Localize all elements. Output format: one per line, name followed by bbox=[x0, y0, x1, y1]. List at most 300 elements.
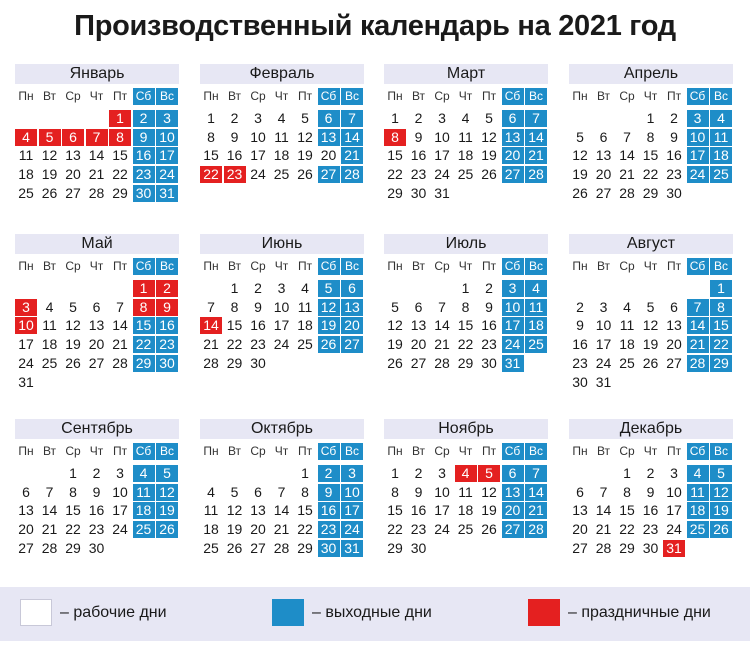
weekday-label: Пт bbox=[481, 89, 497, 103]
day-cell: 29 bbox=[387, 539, 403, 556]
day-cell: 20 bbox=[320, 147, 337, 164]
day-cell: 15 bbox=[203, 147, 219, 164]
weekday-label: Ср bbox=[250, 89, 266, 103]
day-cell: 26 bbox=[710, 521, 732, 538]
day-cell: 30 bbox=[318, 540, 340, 557]
day-cell: 14 bbox=[341, 129, 363, 146]
weekday-label: Чт bbox=[89, 259, 104, 273]
day-cell: 2 bbox=[318, 465, 340, 482]
day-cell: 22 bbox=[297, 521, 313, 538]
day-cell: 7 bbox=[525, 465, 547, 482]
day-cell: 10 bbox=[666, 483, 682, 500]
day-cell: 8 bbox=[301, 483, 309, 500]
day-cell: 13 bbox=[65, 147, 81, 164]
day-cell: 18 bbox=[619, 336, 635, 353]
day-cell: 17 bbox=[156, 147, 178, 164]
day-cell: 21 bbox=[525, 147, 547, 164]
day-cell: 16 bbox=[250, 317, 266, 334]
weekday-label: Пн bbox=[18, 444, 34, 458]
legend-weekend-label: – выходные дни bbox=[312, 604, 432, 621]
weekday-label: Ср bbox=[434, 444, 450, 458]
month-4 bbox=[569, 64, 733, 229]
weekday-label: Чт bbox=[643, 89, 658, 103]
day-cell: 13 bbox=[410, 317, 427, 334]
day-cell: 23 bbox=[224, 166, 246, 183]
day-cell: 9 bbox=[156, 299, 178, 316]
day-cell: 26 bbox=[156, 521, 178, 538]
day-cell: 4 bbox=[455, 465, 477, 482]
weekday-label: Пн bbox=[203, 89, 219, 103]
day-cell: 9 bbox=[670, 128, 678, 145]
weekday-label: Вс bbox=[341, 443, 363, 460]
day-cell: 23 bbox=[318, 521, 340, 538]
day-cell: 6 bbox=[670, 298, 678, 315]
month-12 bbox=[569, 419, 733, 584]
weekday-label: Ср bbox=[434, 259, 450, 273]
day-cell: 14 bbox=[595, 502, 612, 519]
day-cell: 29 bbox=[112, 184, 128, 201]
day-cell: 1 bbox=[623, 465, 631, 481]
day-cell: 19 bbox=[481, 147, 497, 164]
day-cell: 24 bbox=[112, 521, 128, 538]
day-cell: 11 bbox=[458, 483, 473, 500]
legend-holiday-label: – праздничные дни bbox=[568, 604, 711, 621]
month-6 bbox=[200, 234, 364, 399]
day-cell: 12 bbox=[156, 484, 178, 501]
day-cell: 17 bbox=[595, 336, 612, 353]
day-cell: 15 bbox=[133, 317, 155, 334]
day-cell: 20 bbox=[18, 521, 34, 538]
day-cell: 18 bbox=[710, 147, 732, 164]
weekday-label: Пн bbox=[203, 444, 219, 458]
day-cell: 22 bbox=[642, 166, 659, 183]
weekday-label: Чт bbox=[643, 259, 658, 273]
day-cell: 27 bbox=[250, 539, 266, 556]
day-cell: 30 bbox=[666, 184, 682, 201]
weekday-label: Пн bbox=[203, 259, 219, 273]
weekday-label: Пт bbox=[297, 444, 313, 458]
day-cell: 14 bbox=[200, 317, 222, 334]
day-cell: 12 bbox=[572, 147, 588, 164]
day-cell: 21 bbox=[41, 521, 58, 538]
weekday-label: Ср bbox=[250, 259, 266, 273]
day-cell: 10 bbox=[273, 298, 290, 315]
day-cell: 30 bbox=[410, 539, 427, 556]
day-cell: 27 bbox=[88, 354, 105, 371]
day-cell: 16 bbox=[410, 502, 427, 519]
weekday-label: Чт bbox=[89, 89, 104, 103]
legend bbox=[0, 587, 750, 641]
day-cell: 21 bbox=[525, 502, 547, 519]
weekday-label: Сб bbox=[133, 258, 155, 275]
day-cell: 2 bbox=[254, 280, 262, 296]
day-cell: 6 bbox=[341, 280, 363, 297]
day-cell: 26 bbox=[572, 184, 588, 201]
day-cell: 12 bbox=[710, 484, 732, 501]
day-cell: 15 bbox=[387, 147, 403, 164]
day-cell: 4 bbox=[207, 483, 215, 500]
day-cell: 22 bbox=[226, 336, 243, 353]
weekday-label: Ср bbox=[65, 444, 81, 458]
day-cell: 1 bbox=[301, 465, 309, 481]
month-10 bbox=[200, 419, 364, 584]
day-cell: 26 bbox=[642, 354, 659, 371]
day-cell: 30 bbox=[572, 373, 588, 390]
day-cell: 18 bbox=[457, 147, 474, 164]
day-cell: 11 bbox=[274, 128, 289, 145]
day-cell: 28 bbox=[341, 166, 363, 183]
day-cell: 3 bbox=[254, 110, 262, 126]
day-cell: 13 bbox=[595, 147, 612, 164]
weekday-label: Пт bbox=[297, 89, 313, 103]
day-cell: 14 bbox=[687, 317, 709, 334]
day-cell: 18 bbox=[297, 317, 313, 334]
day-cell: 22 bbox=[200, 166, 222, 183]
day-cell: 27 bbox=[502, 521, 524, 538]
day-cell: 15 bbox=[112, 147, 128, 164]
day-cell: 30 bbox=[250, 354, 266, 371]
day-cell: 12 bbox=[318, 299, 340, 316]
day-cell: 1 bbox=[69, 465, 77, 481]
month-name: Сентябрь bbox=[15, 419, 179, 439]
day-cell: 31 bbox=[434, 184, 450, 201]
weekday-label: Чт bbox=[274, 259, 289, 273]
day-cell: 12 bbox=[481, 483, 497, 500]
day-cell: 13 bbox=[318, 129, 340, 146]
weekday-label: Вт bbox=[411, 444, 426, 458]
day-cell: 5 bbox=[485, 110, 493, 126]
weekday-label: Сб bbox=[133, 443, 155, 460]
day-cell: 17 bbox=[341, 502, 363, 519]
day-cell: 19 bbox=[710, 502, 732, 519]
day-cell: 12 bbox=[41, 147, 58, 164]
weekday-label: Сб bbox=[133, 88, 155, 105]
day-cell: 14 bbox=[619, 147, 635, 164]
weekday-label: Ср bbox=[619, 259, 635, 273]
day-cell: 3 bbox=[156, 110, 178, 127]
day-cell: 19 bbox=[65, 336, 81, 353]
day-cell: 2 bbox=[485, 280, 493, 296]
day-cell: 30 bbox=[642, 539, 659, 556]
day-cell: 11 bbox=[18, 147, 34, 164]
day-cell: 19 bbox=[481, 502, 497, 519]
day-cell: 21 bbox=[595, 521, 612, 538]
day-cell: 10 bbox=[502, 299, 524, 316]
day-cell: 14 bbox=[41, 502, 58, 519]
day-cell: 22 bbox=[457, 336, 474, 353]
day-cell: 29 bbox=[65, 539, 81, 556]
weekday-label: Вт bbox=[227, 259, 242, 273]
weekday-label: Пн bbox=[387, 259, 403, 273]
day-cell: 28 bbox=[273, 539, 290, 556]
day-cell: 6 bbox=[414, 298, 423, 315]
day-cell: 8 bbox=[384, 129, 406, 146]
month-name: Июль bbox=[384, 234, 548, 254]
day-cell: 13 bbox=[502, 484, 524, 501]
day-cell: 16 bbox=[410, 147, 427, 164]
day-cell: 8 bbox=[230, 298, 239, 315]
day-cell: 20 bbox=[65, 166, 81, 183]
weekday-label: Ср bbox=[619, 444, 635, 458]
legend-weekend-swatch bbox=[272, 599, 304, 626]
day-cell: 3 bbox=[116, 465, 124, 481]
day-cell: 24 bbox=[250, 166, 266, 183]
day-cell: 30 bbox=[88, 539, 105, 556]
weekday-label: Вт bbox=[596, 89, 611, 103]
day-cell: 11 bbox=[133, 484, 155, 501]
day-cell: 7 bbox=[438, 298, 446, 315]
weekday-label: Вт bbox=[411, 89, 426, 103]
day-cell: 13 bbox=[250, 502, 266, 519]
weekday-label: Вс bbox=[710, 258, 732, 275]
weekday-label: Вт bbox=[42, 444, 57, 458]
day-cell: 9 bbox=[254, 298, 262, 315]
day-cell: 12 bbox=[297, 128, 313, 145]
weekday-label: Пн bbox=[572, 444, 588, 458]
day-cell: 25 bbox=[133, 521, 155, 538]
day-cell: 10 bbox=[434, 128, 450, 145]
day-cell: 15 bbox=[457, 317, 474, 334]
day-cell: 29 bbox=[387, 184, 403, 201]
day-cell: 23 bbox=[410, 521, 427, 538]
day-cell: 30 bbox=[481, 354, 497, 371]
day-cell: 3 bbox=[15, 299, 37, 316]
day-cell: 19 bbox=[156, 502, 178, 519]
day-cell: 22 bbox=[387, 521, 403, 538]
day-cell: 5 bbox=[391, 298, 399, 315]
day-cell: 11 bbox=[710, 129, 732, 146]
day-cell: 1 bbox=[391, 110, 399, 126]
weekday-label: Пт bbox=[666, 259, 682, 273]
day-cell: 18 bbox=[525, 317, 547, 334]
day-cell: 13 bbox=[666, 317, 682, 334]
day-cell: 25 bbox=[687, 521, 709, 538]
day-cell: 8 bbox=[69, 483, 77, 500]
weekday-label: Вс bbox=[525, 443, 547, 460]
day-cell: 10 bbox=[250, 128, 266, 145]
day-cell: 7 bbox=[525, 110, 547, 127]
day-cell: 2 bbox=[414, 110, 423, 126]
day-cell: 22 bbox=[65, 521, 81, 538]
day-cell: 4 bbox=[623, 298, 631, 315]
day-cell: 29 bbox=[619, 539, 635, 556]
day-cell: 23 bbox=[133, 166, 155, 183]
weekday-label: Пт bbox=[112, 89, 128, 103]
day-cell: 7 bbox=[623, 128, 631, 145]
weekday-label: Вт bbox=[596, 259, 611, 273]
day-cell: 11 bbox=[42, 317, 57, 334]
day-cell: 18 bbox=[133, 502, 155, 519]
weekday-label: Сб bbox=[502, 88, 524, 105]
day-cell: 22 bbox=[112, 166, 128, 183]
day-cell: 17 bbox=[434, 502, 450, 519]
weekday-label: Пн bbox=[387, 89, 403, 103]
day-cell: 6 bbox=[576, 483, 584, 500]
weekday-label: Пт bbox=[112, 259, 128, 273]
day-cell: 26 bbox=[481, 166, 497, 183]
day-cell: 26 bbox=[481, 521, 497, 538]
day-cell: 8 bbox=[710, 299, 732, 316]
day-cell: 19 bbox=[318, 317, 340, 334]
day-cell: 28 bbox=[619, 184, 635, 201]
day-cell: 31 bbox=[156, 185, 178, 202]
day-cell: 15 bbox=[387, 502, 403, 519]
day-cell: 18 bbox=[273, 147, 290, 164]
weekday-label: Ср bbox=[65, 259, 81, 273]
day-cell: 6 bbox=[599, 128, 608, 145]
day-cell: 20 bbox=[572, 521, 588, 538]
weekday-label: Чт bbox=[643, 444, 658, 458]
weekday-label: Ср bbox=[619, 89, 635, 103]
day-cell: 29 bbox=[710, 355, 732, 372]
weekday-label: Чт bbox=[274, 444, 289, 458]
day-cell: 15 bbox=[226, 317, 243, 334]
day-cell: 6 bbox=[22, 483, 30, 500]
day-cell: 28 bbox=[434, 354, 450, 371]
day-cell: 21 bbox=[341, 147, 363, 164]
day-cell: 15 bbox=[297, 502, 313, 519]
day-cell: 16 bbox=[226, 147, 243, 164]
day-cell: 27 bbox=[595, 184, 612, 201]
day-cell: 26 bbox=[226, 539, 243, 556]
day-cell: 23 bbox=[666, 166, 682, 183]
day-cell: 1 bbox=[461, 280, 470, 296]
day-cell: 5 bbox=[576, 128, 584, 145]
day-cell: 4 bbox=[277, 110, 286, 126]
day-cell: 3 bbox=[599, 298, 608, 315]
day-cell: 26 bbox=[387, 354, 403, 371]
day-cell: 9 bbox=[414, 128, 423, 145]
day-cell: 21 bbox=[88, 166, 105, 183]
month-name: Октябрь bbox=[200, 419, 364, 439]
day-cell: 23 bbox=[88, 521, 105, 538]
day-cell: 17 bbox=[273, 317, 290, 334]
month-name: Ноябрь bbox=[384, 419, 548, 439]
day-cell: 23 bbox=[410, 166, 427, 183]
day-cell: 19 bbox=[642, 336, 659, 353]
day-cell: 28 bbox=[41, 539, 58, 556]
weekday-label: Ср bbox=[250, 444, 266, 458]
day-cell: 16 bbox=[481, 317, 497, 334]
weekday-label: Вт bbox=[227, 89, 242, 103]
day-cell: 25 bbox=[273, 166, 290, 183]
day-cell: 1 bbox=[230, 280, 239, 296]
day-cell: 27 bbox=[18, 539, 34, 556]
weekday-label: Пн bbox=[387, 444, 403, 458]
day-cell: 7 bbox=[207, 298, 215, 315]
day-cell: 26 bbox=[41, 184, 58, 201]
day-cell: 10 bbox=[156, 129, 178, 146]
day-cell: 28 bbox=[203, 354, 219, 371]
day-cell: 29 bbox=[133, 355, 155, 372]
weekday-label: Вс bbox=[341, 258, 363, 275]
weekday-label: Сб bbox=[687, 88, 709, 105]
day-cell: 16 bbox=[666, 147, 682, 164]
day-cell: 25 bbox=[525, 336, 547, 353]
day-cell: 4 bbox=[133, 465, 155, 482]
day-cell: 20 bbox=[595, 166, 612, 183]
page-title: Производственный календарь на 2021 год bbox=[74, 10, 676, 42]
day-cell: 5 bbox=[478, 465, 500, 482]
weekday-label: Чт bbox=[458, 444, 473, 458]
day-cell: 16 bbox=[156, 317, 178, 334]
day-cell: 18 bbox=[18, 166, 34, 183]
weekday-label: Пн bbox=[18, 259, 34, 273]
day-cell: 9 bbox=[414, 483, 423, 500]
day-cell: 7 bbox=[277, 483, 286, 500]
day-cell: 11 bbox=[203, 502, 219, 519]
day-cell: 14 bbox=[273, 502, 290, 519]
day-cell: 1 bbox=[207, 110, 215, 126]
day-cell: 22 bbox=[710, 336, 732, 353]
weekday-label: Вт bbox=[42, 259, 57, 273]
day-cell: 25 bbox=[457, 166, 474, 183]
day-cell: 10 bbox=[341, 484, 363, 501]
day-cell: 19 bbox=[41, 166, 58, 183]
day-cell: 30 bbox=[156, 355, 178, 372]
day-cell: 9 bbox=[646, 483, 655, 500]
day-cell: 9 bbox=[230, 128, 239, 145]
day-cell: 25 bbox=[297, 336, 313, 353]
day-cell: 28 bbox=[595, 539, 612, 556]
weekday-label: Пн bbox=[18, 89, 34, 103]
day-cell: 23 bbox=[572, 354, 588, 371]
month-name: Май bbox=[15, 234, 179, 254]
day-cell: 29 bbox=[226, 354, 243, 371]
weekday-label: Пт bbox=[112, 444, 128, 458]
day-cell: 18 bbox=[203, 521, 219, 538]
day-cell: 4 bbox=[710, 110, 732, 127]
day-cell: 16 bbox=[88, 502, 105, 519]
day-cell: 20 bbox=[341, 317, 363, 334]
day-cell: 24 bbox=[341, 521, 363, 538]
day-cell: 20 bbox=[250, 521, 266, 538]
legend-working-label: – рабочие дни bbox=[60, 604, 167, 621]
day-cell: 22 bbox=[133, 336, 155, 353]
day-cell: 28 bbox=[525, 521, 547, 538]
day-cell: 8 bbox=[391, 483, 399, 500]
month-7 bbox=[384, 234, 548, 399]
month-11 bbox=[384, 419, 548, 584]
day-cell: 27 bbox=[341, 336, 363, 353]
day-cell: 27 bbox=[572, 539, 588, 556]
weekday-label: Пт bbox=[481, 444, 497, 458]
day-cell: 16 bbox=[133, 147, 155, 164]
day-cell: 4 bbox=[687, 465, 709, 482]
day-cell: 8 bbox=[461, 298, 470, 315]
weekday-label: Вт bbox=[411, 259, 426, 273]
day-cell: 1 bbox=[133, 280, 155, 297]
day-cell: 3 bbox=[277, 280, 286, 296]
day-cell: 6 bbox=[502, 110, 524, 127]
day-cell: 15 bbox=[65, 502, 81, 519]
day-cell: 24 bbox=[595, 354, 612, 371]
weekday-label: Чт bbox=[458, 89, 473, 103]
day-cell: 28 bbox=[525, 166, 547, 183]
day-cell: 13 bbox=[502, 129, 524, 146]
day-cell: 7 bbox=[341, 110, 363, 127]
month-8 bbox=[569, 234, 733, 399]
day-cell: 20 bbox=[410, 336, 427, 353]
weekday-label: Вт bbox=[42, 89, 57, 103]
day-cell: 2 bbox=[92, 465, 101, 481]
day-cell: 17 bbox=[502, 317, 524, 334]
day-cell: 16 bbox=[572, 336, 588, 353]
day-cell: 7 bbox=[45, 483, 54, 500]
day-cell: 12 bbox=[387, 317, 403, 334]
day-cell: 10 bbox=[687, 129, 709, 146]
day-cell: 14 bbox=[88, 147, 105, 164]
